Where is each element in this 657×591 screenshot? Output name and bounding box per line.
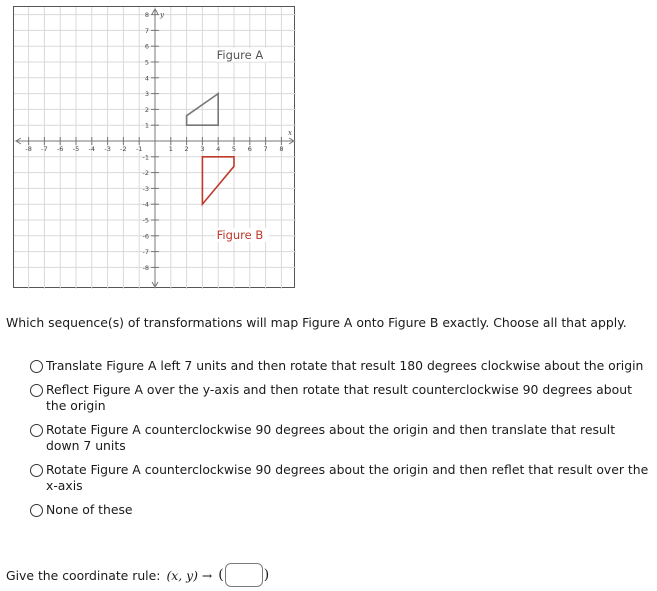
rule-expression: (x, y) → — [166, 567, 213, 583]
choice-label: Rotate Figure A counterclockwise 90 degrees about the origin and then reflet that result over the x-axis — [46, 462, 649, 493]
choice-rotate-translate[interactable] — [30, 422, 652, 454]
y-tick-label: -1 — [142, 153, 149, 162]
x-tick-label: 8 — [279, 145, 284, 153]
choice-label: Rotate Figure A counterclockwise 90 degrees about the origin and then translate that result down 7 units — [46, 422, 616, 453]
y-tick-label: 2 — [144, 105, 149, 114]
x-tick-label: -6 — [56, 145, 64, 153]
y-tick-label: 6 — [144, 42, 149, 51]
y-tick-label: -4 — [142, 200, 149, 209]
radio-button[interactable] — [30, 464, 43, 477]
radio-button[interactable] — [30, 360, 43, 373]
figure-b-label: Figure B — [216, 227, 264, 242]
choice-label: None of these — [46, 502, 133, 517]
x-axis-label: x — [288, 129, 292, 137]
x-tick-label: 5 — [231, 145, 237, 153]
y-tick-label: 1 — [144, 121, 149, 130]
x-tick-label: 6 — [247, 145, 252, 153]
x-tick-label: 3 — [200, 145, 205, 153]
y-tick-label: 3 — [144, 90, 149, 99]
y-tick-label: 8 — [144, 11, 149, 20]
coordinate-graph — [13, 6, 295, 288]
figure-a-label: Figure A — [216, 47, 264, 62]
rule-prompt: Give the coordinate rule: — [6, 567, 161, 583]
x-tick-label: 1 — [168, 145, 173, 153]
choice-reflect-rotate[interactable] — [30, 382, 652, 414]
y-tick-label: -8 — [142, 263, 149, 272]
open-paren: ( — [218, 567, 224, 583]
x-tick-label: -1 — [135, 145, 143, 153]
y-tick-label: -7 — [142, 248, 149, 257]
y-tick-label: 7 — [144, 26, 149, 35]
x-tick-label: 4 — [216, 145, 221, 153]
graph-canvas — [14, 7, 296, 289]
coordinate-rule — [6, 563, 269, 587]
question-text: Which sequence(s) of transformations will map Figure A onto Figure B exactly. Choose all that apply. — [6, 315, 627, 330]
answer-choices — [30, 358, 652, 526]
choice-rotate-reflect[interactable] — [30, 462, 652, 494]
radio-button[interactable] — [30, 424, 43, 437]
radio-button[interactable] — [30, 384, 43, 397]
choice-label: Translate Figure A left 7 units and then rotate that result 180 degrees clockwise about the origin — [46, 358, 644, 373]
y-tick-label: -5 — [142, 216, 149, 225]
y-tick-label: 5 — [144, 58, 149, 67]
y-tick-label: -3 — [142, 184, 149, 193]
rule-answer-input[interactable] — [225, 563, 263, 587]
y-tick-label: 4 — [144, 74, 149, 83]
y-tick-label: -6 — [142, 232, 149, 241]
x-tick-label: 7 — [263, 145, 268, 153]
choice-translate-rotate[interactable] — [30, 358, 652, 374]
choice-none[interactable] — [30, 502, 652, 518]
x-tick-label: -5 — [72, 145, 80, 153]
x-tick-label: -4 — [88, 145, 96, 153]
choice-label: Reflect Figure A over the y-axis and then rotate that result counterclockwise 90 degrees about the origin — [46, 382, 632, 413]
y-tick-label: -2 — [142, 169, 149, 178]
radio-button[interactable] — [30, 504, 43, 517]
y-axis-label: y — [160, 11, 164, 19]
x-tick-label: -7 — [41, 145, 48, 153]
x-tick-label: -3 — [104, 145, 111, 153]
x-tick-label: 2 — [184, 145, 189, 153]
x-tick-label: -8 — [25, 145, 32, 153]
x-tick-label: -2 — [120, 145, 127, 153]
close-paren: ) — [263, 567, 270, 583]
